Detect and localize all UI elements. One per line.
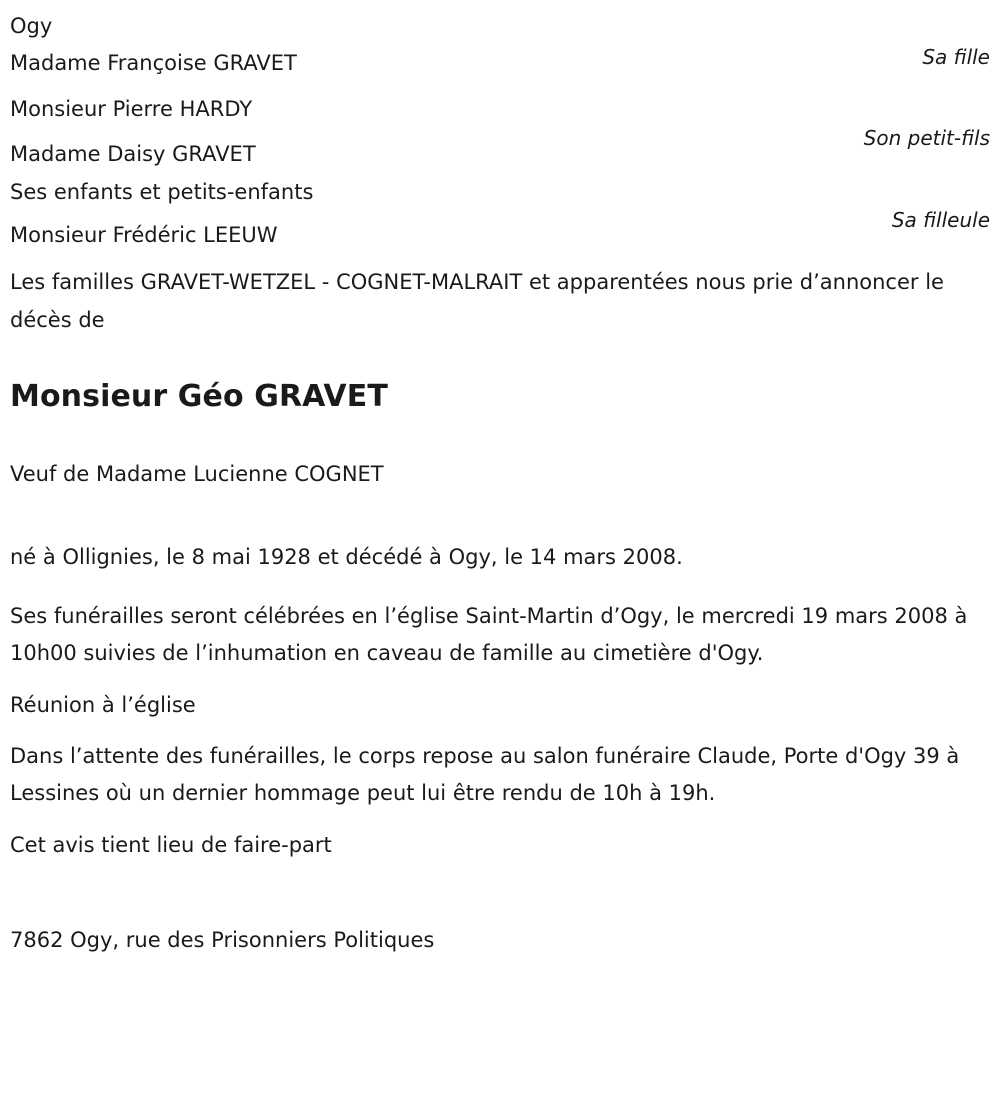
relative-name: Madame Françoise GRAVET (10, 51, 297, 76)
relative-name: Monsieur Pierre HARDY (10, 96, 253, 121)
relation-label-daughter: Sa fille (922, 45, 990, 69)
relative-name: Monsieur Frédéric LEEUW (10, 222, 278, 247)
relation-block-goddaughter (10, 136, 990, 233)
relation-block-other (10, 217, 990, 254)
deceased-name: Monsieur Géo GRAVET (10, 379, 388, 414)
relative-name: Madame Daisy GRAVET (10, 142, 256, 167)
locality-line: Ogy (10, 14, 53, 38)
relation-block-daughter (10, 8, 990, 83)
funeral-gathering: Réunion à l’église (10, 692, 196, 717)
relation-label-grandson: Son petit-fils (863, 125, 990, 150)
deceased-spouse-status: Veuf de Madame Lucienne COGNET (10, 462, 384, 486)
families-announcement: Les familles GRAVET-WETZEL - COGNET-MALRAIT et apparentées nous prie d’annoncer le décès de (10, 270, 944, 332)
deceased-birth-death: né à Ollignies, le 8 mai 1928 et décédé à Ogy, le 14 mars 2008. (10, 545, 683, 570)
relation-block-grandson (10, 91, 990, 150)
funeral-ceremony-details: Ses funérailles seront célébrées en l’église Saint-Martin d’Ogy, le mercredi 19 mars 2008 à 10h00 suivies de l’inhumation en caveau de famille au cimetière d'Ogy. (10, 603, 968, 666)
funeral-notice: Cet avis tient lieu de faire-part (10, 832, 332, 857)
relative-descendants: Ses enfants et petits-enfants (10, 179, 314, 204)
funeral-viewing-details: Dans l’attente des funérailles, le corps repose au salon funéraire Claude, Porte d'Ogy 39 à Lessines où un dernier hommage peut lui être rendu de 10h à 19h. (10, 743, 960, 806)
relation-label-goddaughter: Sa filleule (891, 208, 990, 233)
contact-address: 7862 Ogy, rue des Prisonniers Politiques (10, 928, 435, 952)
